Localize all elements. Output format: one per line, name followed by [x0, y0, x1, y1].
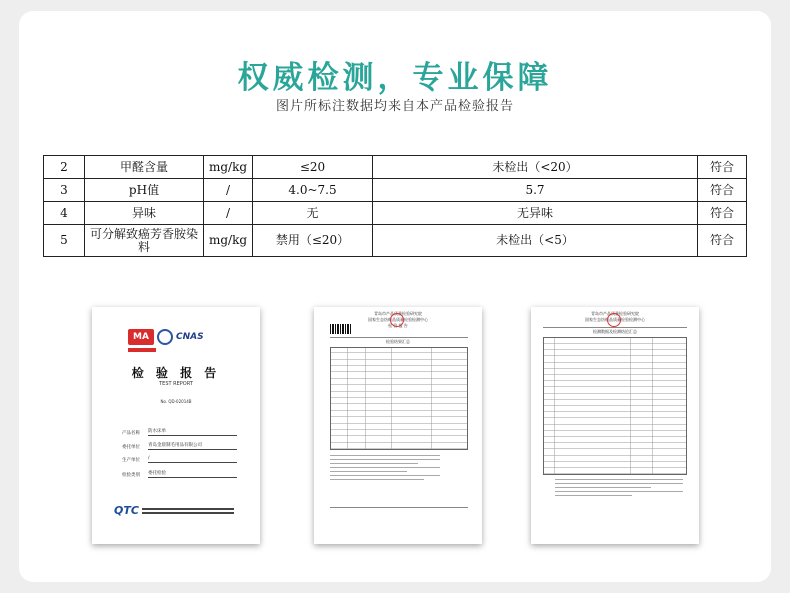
header-rule [330, 337, 468, 338]
unit: / [204, 202, 253, 225]
section-title: 检验结果汇总 [386, 339, 410, 344]
row-number: 3 [44, 179, 85, 202]
test-result: 未检出（<5） [373, 225, 698, 257]
ma-subline [128, 348, 156, 352]
report-field: 检验类别 委托检验 [122, 470, 237, 478]
report-field: 生产单位 / [122, 456, 237, 463]
qtc-logo: QTC [114, 504, 139, 517]
section-title: 检测数据及检测结论汇总 [593, 329, 637, 334]
verdict: 符合 [698, 202, 747, 225]
header-rule [543, 327, 687, 328]
test-item: pH值 [85, 179, 204, 202]
results-grid [330, 347, 468, 450]
certification-logos [128, 329, 204, 345]
conclusion-text [555, 479, 683, 499]
test-result: 5.7 [373, 179, 698, 202]
page-title: 权威检测，专业保障 [237, 60, 553, 96]
report-header-line1: 青岛市产品质量检验研究院 [591, 311, 639, 316]
table-row [44, 202, 747, 225]
page-subtitle: 图片所标注数据均来自本产品检验报告 [275, 99, 514, 114]
red-stamp-icon [607, 313, 621, 327]
spec-table [43, 155, 747, 257]
summary-grid [543, 337, 687, 475]
ilac-logo-icon [157, 329, 173, 345]
notes-text [330, 455, 440, 483]
report-header-line3: 检 验 报 告 [388, 323, 408, 328]
table-row [44, 179, 747, 202]
standard-value: 禁用（≤20） [253, 225, 373, 257]
report-title: 检 验 报 告 [131, 366, 221, 380]
unit: mg/kg [204, 156, 253, 179]
report-number: No. QD-02014B [160, 399, 192, 404]
footer-rule [330, 507, 468, 508]
test-result: 未检出（<20） [373, 156, 698, 179]
standard-value: 无 [253, 202, 373, 225]
qtc-footer-logo [114, 504, 234, 517]
report-field: 委托单位 青岛金晨制毛用品有限公司 [122, 442, 237, 450]
verdict: 符合 [698, 225, 747, 257]
test-result: 无异味 [373, 202, 698, 225]
report-header-line2: 国家生态纺织品质量检验检测中心 [368, 317, 428, 322]
test-item: 可分解致癌芳香胺染料 [85, 225, 204, 257]
report-subtitle: TEST REPORT [159, 381, 193, 387]
report-page-summary-image [531, 307, 699, 544]
row-number: 2 [44, 156, 85, 179]
unit: mg/kg [204, 225, 253, 257]
verdict: 符合 [698, 156, 747, 179]
red-stamp-icon [390, 313, 404, 327]
ma-logo: MA [128, 329, 154, 345]
row-number: 4 [44, 202, 85, 225]
report-header-line2: 国家生态纺织品质量检验检测中心 [585, 317, 645, 322]
report-header-line1: 青岛市产品质量检验研究院 [374, 311, 422, 316]
table-row [44, 156, 747, 179]
standard-value: 4.0~7.5 [253, 179, 373, 202]
test-item: 异味 [85, 202, 204, 225]
test-item: 甲醛含量 [85, 156, 204, 179]
institute-name-lines [142, 506, 234, 516]
report-cover-image [92, 307, 260, 544]
verdict: 符合 [698, 179, 747, 202]
row-number: 5 [44, 225, 85, 257]
table-row [44, 225, 747, 257]
report-page-results-image [314, 307, 482, 544]
report-field: 产品名称 防水床单 [122, 428, 237, 436]
standard-value: ≤20 [253, 156, 373, 179]
unit: / [204, 179, 253, 202]
cnas-logo: CNAS [176, 332, 204, 342]
